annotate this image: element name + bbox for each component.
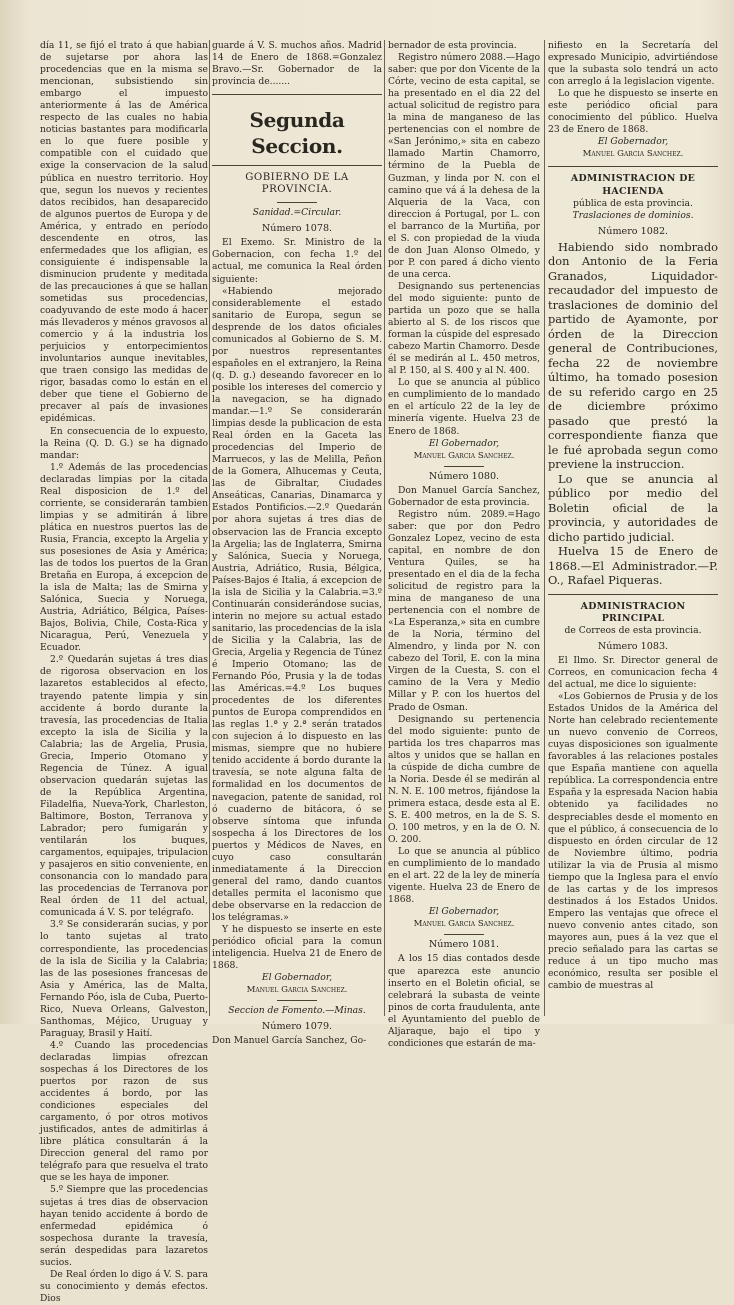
- section-heading: ADMINISTRACION DE HACIENDA: [570, 173, 696, 197]
- section-subheading: de Correos de esta provincia.: [564, 624, 702, 636]
- divider: [548, 166, 718, 167]
- divider: [212, 94, 382, 95]
- paragraph: Habiendo sido nombrado don Antonio de la Feria Granados, Liquidador-recaudador del impuesto de traslaciones de dominio del partido de Ayamonte, por órden de la Direccion general de Contribuciones, fecha 22 de noviembre último, ha tomado posesion de su referido cargo en 25 de diciembre próximo pasado que prestó la correspondiente fianza que le fué aprobada segun como previene la instruccion.: [548, 239, 718, 472]
- paragraph: Designando su pertenencia del modo siguiente: punto de partida los tres chaparros mas altos y unidos que se hallan en la cúspide de dicha cumbre de la Noria. Desde él se medirán al N. N. E. 100 metros, fijándose la primera estaca, desde esta al E. S. E. 400 metros, en la de S. S. O. 100 metros, y en la de O. N. O. 200.: [388, 713, 540, 846]
- notice-number: Número 1082.: [597, 225, 669, 237]
- paragraph: En consecuencia de lo expuesto, la Reina (Q. D. G.) se ha dignado mandar:: [40, 425, 208, 461]
- divider: [444, 934, 484, 935]
- signature-name: Manuel Garcia Sanchez.: [246, 985, 348, 996]
- signature-label: El Gobernador,: [428, 437, 500, 449]
- divider: [548, 594, 718, 595]
- paragraph: 5.º Siempre que las procedencias sujetas á tres dias de observacion hayan tenido accidente á bordo de enfermedad epidémica ó sospechosa durante la travesía, serán despedidas para lazaretos sucios.: [40, 1184, 208, 1268]
- paragraph: 4.º Cuando las procedencias declaradas limpias ofrezcan sospechas á los Directores de los puertos por razon de sus accidentes á bordo, por las condiciones especiales del cargamento, ó por otros motivos justificados, antes de admitirlas á libre plática consultarán á la Direccion general del ramo por telégrafo para que resuelva el trato que se les haya de imponer.: [40, 1039, 208, 1184]
- signature-label: El Gobernador,: [261, 972, 333, 984]
- signature-name: Manuel Garcia Sanchez.: [413, 919, 515, 930]
- paragraph: nifiesto en la Secretaría del expresado Municipio, advirtiéndose que la subasta solo tendrá un acto con arreglo á la legislacion vigente.: [548, 40, 718, 88]
- notice-number: Número 1083.: [597, 640, 669, 652]
- signature-name: Manuel Garcia Sanchez.: [413, 450, 515, 461]
- paragraph: Designando sus pertenencias del modo siguiente: punto de partida un pozo que se halla abierto al S. de los riscos que forman la cúspide del espresado cabezo Martin Chamorro. Desde él se medirán al L. 450 metros, al P. 150, al S. 400 y al N. 400.: [388, 280, 540, 377]
- paragraph: A los 15 dias contados desde que aparezca este anuncio inserto en el Boletin oficial, se celebrará la subasta de veinte pinos de corta fraudulenta, ante el Ayuntamiento del pueblo de Aljaraque, bajo el tipo y condiciones que estarán de ma-: [388, 953, 540, 1049]
- paragraph: Lo que he dispuesto se inserte en este periódico oficial para conocimiento del público. Huelva 23 de Enero de 1868.: [548, 88, 718, 136]
- paragraph: 3.º Se considerarán sucias, y por lo tanto sujetas al trato correspondiente, las procedencias de la isla de Sicilia y la Calabria; las de las posesiones francesas de Asia y América, las de Malta, Fernando Póo, isla de Cuba, Puerto-Rico, Nueva Orleans, Galveston, Santhomas, Méjico, Uruguay y Paraguay, Brasil y Haití.: [40, 919, 208, 1039]
- paragraph: Y he dispuesto se inserte en este periódico oficial para la comun inteligencia. Huelva 21 de Enero de 1868.: [212, 924, 382, 972]
- subsection-heading: Seccion de Fomento.—Minas.: [228, 1005, 366, 1017]
- notice-number: Número 1080.: [428, 470, 500, 482]
- paragraph: día 11, se fijó el trato á que habian de sujetarse por ahora las procedencias que en la misma se mencionan, subsistiendo sin embargo el impuesto anteriormente á las de América respecto de las cuales no habia noticias bastantes para modificarla en lo que fuere posible y compatible con el cuidado que exige la conservacion de la salud pública en nuestro territorio. Hoy que, segun los nuevos y recientes datos recibidos, han desaparecido de algunos puertos de Europa y de América, y entrado en período descendente en otros, las enfermedades que los afligian, es consiguiente é indispensable la disminucion prudente y meditada de las precauciones á que se hallan sometidas sus procedencias, coadyuvando de este modo á hacer más llevaderos y ménos gravosos al comercio y á la industria los perjuicios y entorpecimientos involuntarios aunque inevitables, que traen consigo las medidas de rigor, basadas como lo están en el deber que tiene el Gobierno de precaver al país de invasiones epidémicas.: [40, 40, 208, 425]
- section-heading: GOBIERNO DE LA PROVINCIA.: [245, 172, 349, 196]
- paragraph: Lo que se anuncia al público en cumplimiento de lo mandado en el art. 22 de la ley de minería vigente. Huelva 23 de Enero de 1868.: [388, 846, 540, 906]
- section-heading: ADMINISTRACION PRINCIPAL: [580, 600, 686, 624]
- divider: [212, 165, 382, 166]
- column-4: [548, 40, 718, 1016]
- paragraph: El Exemo. Sr. Ministro de la Gobernacion, con fecha 1.º del actual, me comunica la Real órden siguiente:: [212, 237, 382, 285]
- section-subheading: pública de esta provincia.: [573, 197, 693, 209]
- paragraph: El Ilmo. Sr. Director general de Correos, en comunicacion fecha 4 del actual, me dice lo siguiente:: [548, 654, 718, 690]
- paragraph: 1.º Además de las procedencias declaradas limpias por la citada Real disposicion de 1.º del corriente, se considerarán tambien limpias y se admitirán á libre plática en nuestros puertos las de Rusia, Francia, excepto la Argelia y sus posesiones de Asia y América; las de todos los puertos de la Gran Bretaña en Europa, á excepcion de la isla de Malta; las de Smirna y Salónica, Suecia y Noruega, Austria, Adriático, Bélgica, Países-Bajos, Bolivia, Chile, Costa-Rica y Nicaragua, Perú, Venezuela y Ecuador.: [40, 461, 208, 654]
- subsection-heading: Sanidad.=Circular.: [252, 207, 342, 219]
- paragraph: Huelva 15 de Enero de 1868.—El Administrador.—P. O., Rafael Piqueras.: [548, 544, 718, 588]
- notice-number: Número 1081.: [428, 939, 500, 951]
- paragraph: Lo que se anuncia al público en cumplimiento de lo mandado en el artículo 22 de la ley de minería vigente. Huelva 23 de Enero de 1868.: [388, 377, 540, 437]
- section-title: Segunda Seccion.: [249, 108, 345, 159]
- paragraph: De Real órden lo digo á V. S. para su conocimiento y demás efectos. Dios: [40, 1268, 208, 1304]
- paragraph: Don Manuel García Sanchez, Gobernador de esta provincia.: [388, 484, 540, 508]
- notice-number: Número 1078.: [261, 223, 333, 235]
- paragraph: Registro núm. 2089.=Hago saber: que por don Pedro Gonzalez Lopez, vecino de esta capital, en nombre de don Ventura Quiles, se ha presentado en el dia de la fecha solicitud de registro para la mina de manganeso de una pertenencia con el nombre de «La Esperanza,» sita en cumbre de la Noria, término del Almendro, y linda por N. con cabezo del Toril, E. con la mina Virgen de la Cuesta, S. con el camino de la Vera y Medio Millar y P. con los huertos del Prado de Osman.: [388, 508, 540, 713]
- column-rule: [384, 40, 385, 1016]
- subsection-heading: Traslaciones de dominios.: [572, 209, 694, 221]
- paragraph: bernador de esta provincia.: [388, 40, 517, 51]
- paragraph: «Habiendo mejorado considerablemente el estado sanitario de Europa, segun se desprende de los datos oficiales comunicados al Gobierno de S. M. por nuestros representantes españoles en el extranjero, la Reina (q. D. g.) deseando favorecer en lo posible los intereses del comercio y la navegacion, se ha dignado mandar.—1.º Se considerarán limpias desde la publicacion de esta Real órden en la Gaceta las procedencias del Imperio de Marruecos, y las de Melilla, Peñon de la Gomera, Alhucemas y Ceuta, las de Gibraltar, Ciudades Anseáticas, Canarias, Dinamarca y Estados Pontificios.—2.º Quedarán por ahora sujetas á tres dias de observacion las de Francia excepto la Argelia; las de Inglaterra, Smirna y Salónica, Suecia y Noruega, Austria, Adriático, Rusia, Bélgica, Países-Bajos é Italia, á excepcion de la isla de Sicilia y la Calabria.=3.º Continuarán considerándose sucias, interin no mejore su actual estado sanitario, las procedencias de la isla de Sicilia y la Calabria, las de Grecia, Argelia y Regencia de Túnez é Imperio Otomano; las de Fernando Póo, Prusia y la de todas las Américas.=4.º Los buques procedentes de los diferentes puntos de Europa comprendidos en las reglas 1.ª y 2.ª serán tratados con sujecion á lo dispuesto en las mismas, siempre que no hubiere tenido accidente á bordo durante la travesía, se note alguna falta de formalidad en los documentos de navegacion, patente de sanidad, rol ó cuaderno de bitácora, ó se observe síntoma que infunda sospecha á los Directores de los puertos y Médicos de Naves, en cuyo caso consultarán inmediatamente á la Direccion general del ramo, dando cuantos detalles permita el laconismo que debe observarse en la redaccion de los telégramas.»: [212, 285, 382, 923]
- paragraph: Don Manuel García Sanchez, Go-: [212, 1035, 367, 1047]
- signature-label: El Gobernador,: [597, 136, 669, 148]
- paragraph: Lo que se anuncia al público por medio del Boletin oficial de la provincia, y autoridades de dicho partido judicial.: [548, 471, 718, 544]
- column-1: [40, 40, 208, 1304]
- divider: [444, 466, 484, 467]
- paragraph: guarde á V. S. muchos años. Madrid 14 de Enero de 1868.=Gonzalez Bravo.—Sr. Gobernador de la provincia de.......: [212, 40, 382, 88]
- signature-label: El Gobernador,: [428, 906, 500, 918]
- column-3: [388, 40, 540, 1049]
- divider: [277, 202, 317, 203]
- signature-name: Manuel Garcia Sanchez.: [582, 149, 684, 160]
- column-rule: [544, 40, 545, 1016]
- column-rule: [209, 40, 210, 1016]
- notice-number: Número 1079.: [261, 1021, 333, 1033]
- paragraph: 2.º Quedarán sujetas á tres dias de rigorosa observacion en los lazaretos establecidos al efecto, trayendo patente limpia y sin accidente á bordo durante la travesía, las procedencias de Italia excepto la isla de Sicilia y la Calabria; las de Argelia, Prusia, Grecia, Imperio Otomano y Regencia de Túnez. A igual observacion quedarán sujetas las de la República Argentina, Filadelfia, Nueva-York, Charleston, Baltimore, Boston, Terranova y Labrador; pero fumigarán y ventilarán los buques, cargamentos, equipajes, tripulacion y pasajeros en sitio conveniente, en consonancia con lo mandado para las procedencias de Terranova por Real órden de 11 del actual, comunicada á V. S. por telégrafo.: [40, 654, 208, 919]
- paragraph: «Los Gobiernos de Prusia y de los Estados Unidos de la América del Norte han celebrado recientemente un nuevo convenio de Correos, cuyas disposiciones son igualmente favorables á las relaciones postales que España mantiene con aquella república. La correspondencia entre España y la espresada Nacion habia obtenido ya facilidades no despreciables desde el momento en que el público, á consecuencia de lo dispuesto en órden circular de 12 de Noviembre último, podria utilizar la via de Prusia al mismo tiempo que la Inglesa para el envío de las cartas y de los impresos destinados á los Estados Unidos. Empero las ventajas que ofrece el nuevo convenio antes citado, son mayores aun, pues á la vez que el precio señalado para las cartas se reduce á un tipo mucho mas económico, resulta ser posible el cambio de muestras al: [548, 691, 718, 992]
- paragraph: Registro número 2088.—Hago saber: que por don Vicente de la Córte, vecino de esta capital, se ha presentado en el dia 22 del actual solicitud de registro para la mina de manganeso de las pertenencias con el nombre de «San Jerónimo,» sita en cabezo llamado Martin Chamorro, término de la Puebla de Guzman, y linda por N. con el camino que vá á la dehesa de la Alqueria de la Vaca, con direccion á Portugal, por L. con el barranco de la Murtiña, por el S. con propiedad de la viuda de don Juan Alonso Olmedo, y por P. con pared á dicho viento de una cerca.: [388, 52, 540, 280]
- divider: [277, 1000, 317, 1001]
- column-2: [212, 40, 382, 1047]
